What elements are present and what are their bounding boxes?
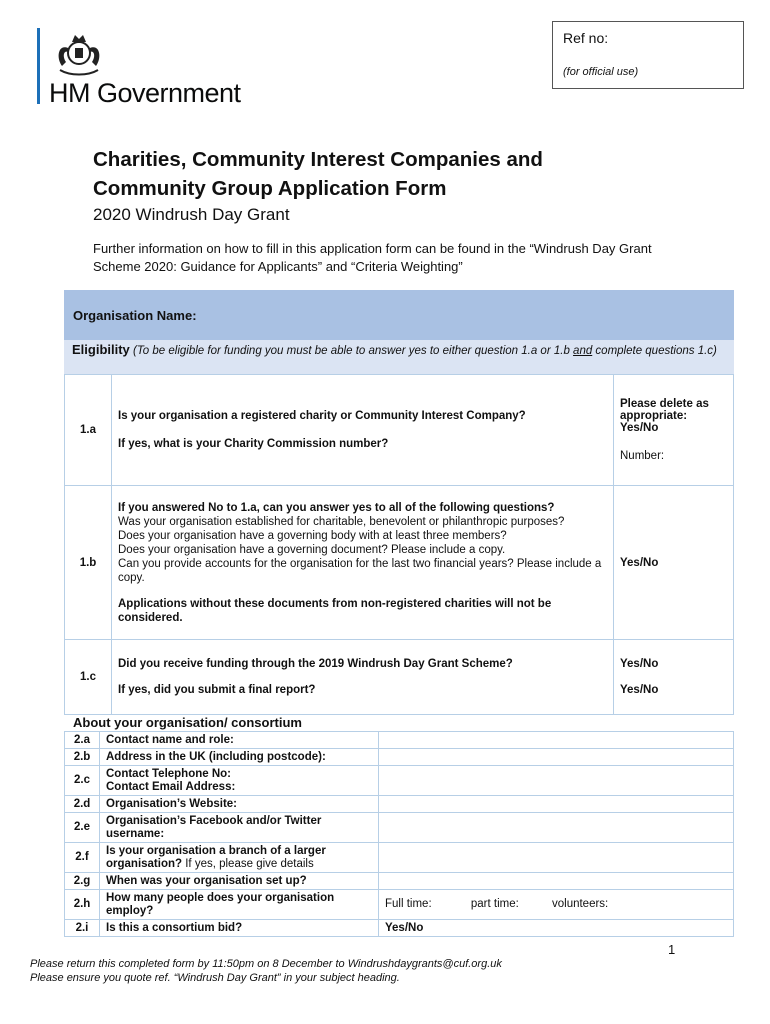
organisation-name-label: Organisation Name: <box>73 308 197 323</box>
employee-count-field[interactable]: Full time: part time: volunteers: <box>379 890 734 920</box>
answer-cell[interactable]: Please delete as appropriate: Yes/No Number: <box>614 375 734 486</box>
ref-label: Ref no: <box>563 30 609 46</box>
page-title <box>93 145 653 203</box>
royal-crest-icon <box>50 26 108 78</box>
about-row: 2.b Address in the UK (including postcode): <box>65 749 734 766</box>
answer-field[interactable] <box>379 796 734 813</box>
answer-cell[interactable]: Yes/No Yes/No <box>614 640 734 715</box>
about-row: 2.g When was your organisation set up? <box>65 873 734 890</box>
about-row: 2.a Contact name and role: <box>65 732 734 749</box>
question-text: If you answered No to 1.a, can you answer yes to all of the following questions? Was your organisation established for charitable, benevolent or philanthropic purposes? Does your organisation have a governing body with at least three members? Does your organisation have a governing document? Please include a copy. Can you provide accounts for the organisation for the last two financial years? Please include a copy. Applications without these documents from non-registered charities will not be considered. <box>112 486 614 640</box>
ref-box <box>552 21 744 89</box>
ref-note: (for official use) <box>563 66 639 78</box>
eligibility-table <box>64 374 734 715</box>
intro-text: Further information on how to fill in this application form can be found in the “Windrush Day Grant Scheme 2020: Guidance for Applicants” and “Criteria Weighting” <box>93 241 652 274</box>
eligibility-note: (To be eligible for funding you must be able to answer yes to either question 1.a or 1.b <box>133 345 574 357</box>
question-row-1a <box>65 375 734 486</box>
about-table <box>64 731 734 937</box>
eligibility-header: Eligibility (To be eligible for funding you must be able to answer yes to either question 1.a or 1.b and complete questions 1.c) <box>64 340 734 374</box>
answer-field[interactable] <box>379 843 734 873</box>
eligibility-label: Eligibility <box>72 342 130 357</box>
page-number: 1 <box>668 942 676 957</box>
about-row: 2.i Is this a consortium bid? Yes/No <box>65 920 734 937</box>
answer-field[interactable] <box>379 766 734 796</box>
question-text: Did you receive funding through the 2019 Windrush Day Grant Scheme? If yes, did you submit a final report? <box>112 640 614 715</box>
about-heading: About your organisation/ consortium <box>64 714 734 731</box>
page-subtitle: 2020 Windrush Day Grant <box>93 205 290 224</box>
answer-field[interactable] <box>379 873 734 890</box>
about-row: 2.e Organisation’s Facebook and/or Twitter username: <box>65 813 734 843</box>
about-row: 2.h How many people does your organisation employ? Full time: part time: volunteers: <box>65 890 734 920</box>
footer-note: Please return this completed form by 11:50pm on 8 December to Windrushdaygrants@cuf.org.uk Please ensure you quote ref. “Windrush Day Grant” in your subject heading. <box>30 958 502 984</box>
question-number: 1.c <box>65 640 112 715</box>
answer-cell[interactable]: Yes/No <box>614 486 734 640</box>
question-text: Is your organisation a registered charity or Community Interest Company? If yes, what is your Charity Commission number? <box>112 375 614 486</box>
brand-name: HM Government <box>49 78 241 108</box>
organisation-name-field[interactable] <box>64 290 734 340</box>
answer-field[interactable] <box>379 813 734 843</box>
title-line-1: Charities, Community Interest Companies and <box>93 148 543 171</box>
answer-field[interactable] <box>379 749 734 766</box>
question-number: 1.a <box>65 375 112 486</box>
answer-field[interactable] <box>379 732 734 749</box>
question-row-1b <box>65 486 734 640</box>
question-row-1c <box>65 640 734 715</box>
about-row: 2.c Contact Telephone No: Contact Email Address: <box>65 766 734 796</box>
brand-bar <box>37 28 40 104</box>
question-number: 1.b <box>65 486 112 640</box>
answer-field[interactable]: Yes/No <box>379 920 734 937</box>
about-row: 2.f Is your organisation a branch of a larger organisation? If yes, please give details <box>65 843 734 873</box>
title-line-2: Community Group Application Form <box>93 177 447 200</box>
about-row: 2.d Organisation’s Website: <box>65 796 734 813</box>
